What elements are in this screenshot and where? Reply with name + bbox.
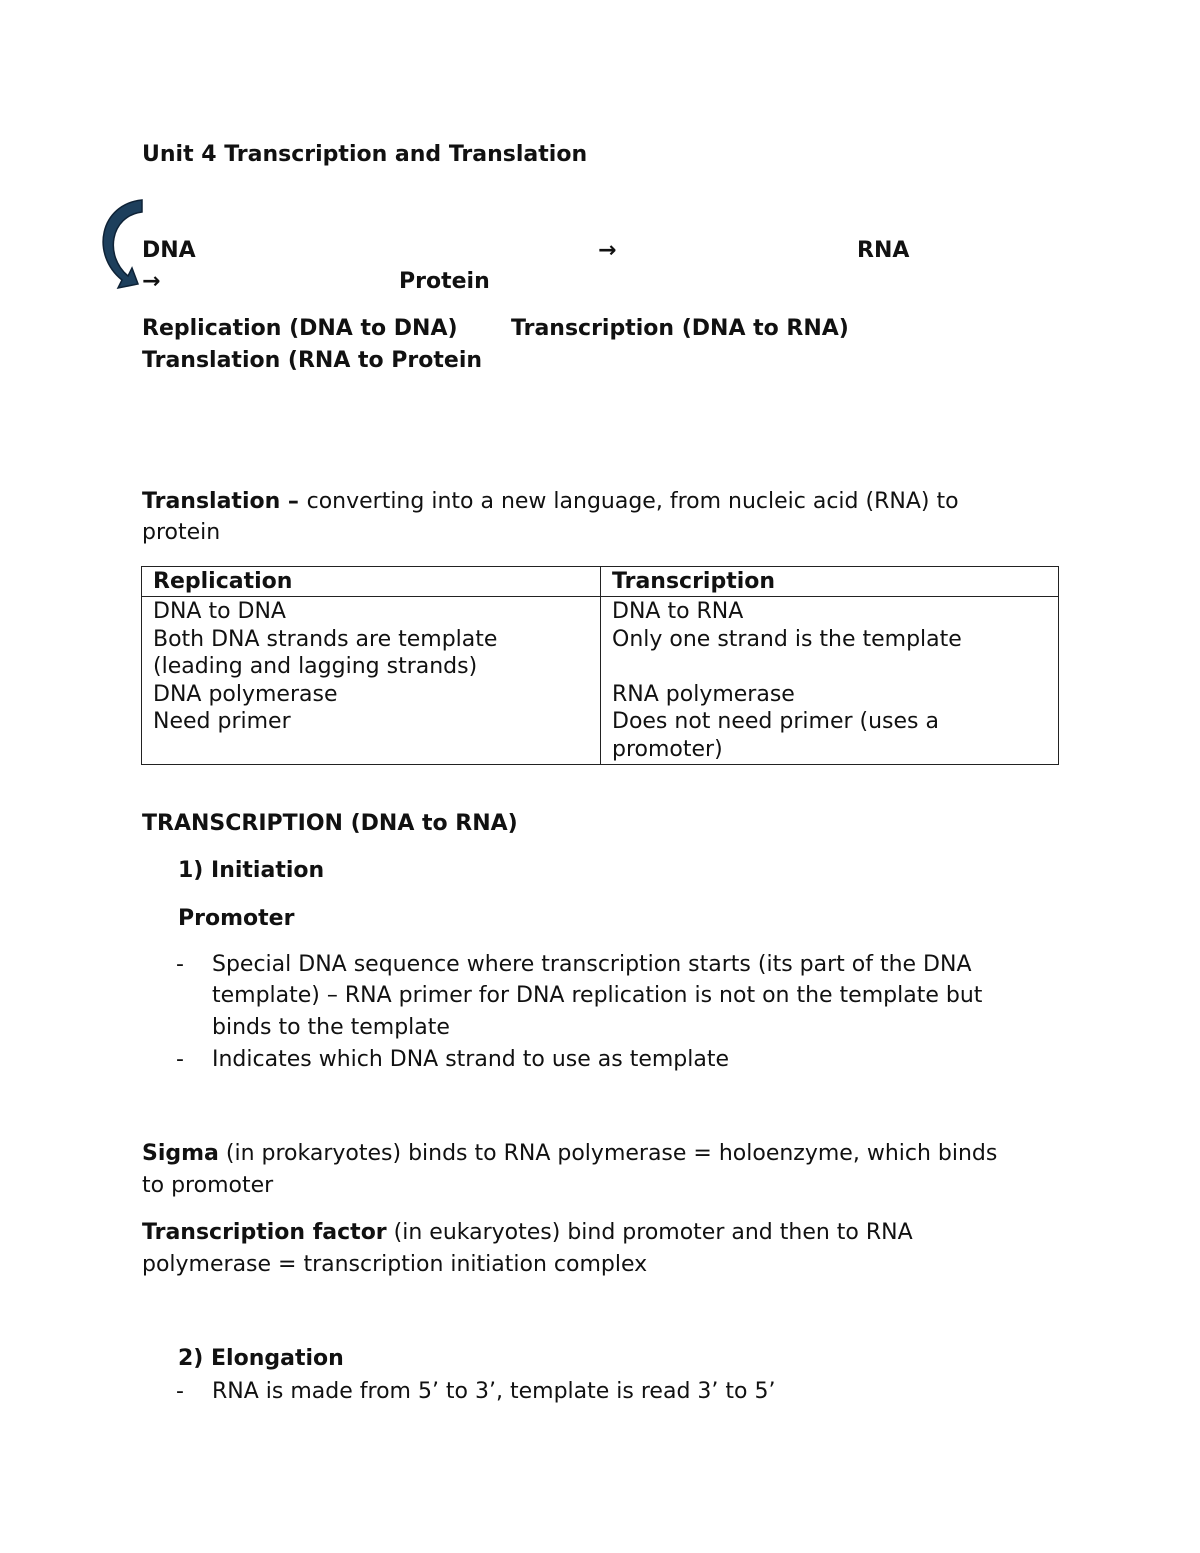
translation-term: Translation – (142, 489, 307, 514)
header-replication: Replication (142, 567, 601, 597)
replication-line: Need primer (153, 709, 291, 734)
translation-definition (142, 491, 959, 513)
elongation-bullet1: RNA is made from 5’ to 3’, template is read 3’ to 5’ (212, 1379, 776, 1404)
sigma-text-line2: to promoter (142, 1173, 274, 1198)
process-replication: Replication (DNA to DNA) (142, 316, 458, 341)
tfactor-text-line2: polymerase = transcription initiation complex (142, 1252, 648, 1277)
transcription-line (612, 653, 1047, 681)
transcription-line: RNA polymerase (612, 681, 795, 707)
flow-arrow-2: → (142, 269, 161, 294)
transcription-heading: TRANSCRIPTION (DNA to RNA) (142, 811, 518, 836)
promoter-bullet1-line3: binds to the template (212, 1015, 450, 1040)
promoter-heading: Promoter (178, 906, 295, 931)
promoter-bullet1-line2: template) – RNA primer for DNA replication is not on the template but (212, 983, 983, 1008)
promoter-bullet2: Indicates which DNA strand to use as template (212, 1047, 729, 1072)
document-title: Unit 4 Transcription and Translation (142, 142, 588, 167)
transcription-line: DNA to RNA (612, 599, 744, 624)
replication-cell (142, 597, 601, 765)
flow-rna: RNA (857, 238, 910, 263)
sigma-paragraph (142, 1143, 997, 1165)
promoter-bullet1-line1: Special DNA sequence where transcription starts (its part of the DNA (212, 952, 972, 977)
comparison-table (141, 566, 1059, 765)
tfactor-text-line1: (in eukaryotes) bind promoter and then to RNA (386, 1220, 913, 1245)
sigma-term: Sigma (142, 1141, 219, 1166)
replication-line: (leading and lagging strands) (153, 654, 478, 679)
process-translation: Translation (RNA to Protein (142, 348, 483, 373)
bullet-marker: - (176, 1047, 184, 1072)
translation-text-line1: converting into a new language, from nucleic acid (RNA) to (306, 489, 959, 514)
bullet-marker: - (176, 952, 184, 977)
transcription-cell (601, 597, 1059, 765)
transcription-line: Does not need primer (uses a (612, 709, 939, 734)
initiation-heading: 1) Initiation (178, 858, 325, 883)
transcription-line: promoter) (612, 736, 723, 762)
flow-arrow-1: → (598, 238, 617, 263)
sigma-text-line1: (in prokaryotes) binds to RNA polymerase = holoenzyme, which binds (218, 1141, 998, 1166)
bullet-marker: - (176, 1379, 184, 1404)
replication-line: Both DNA strands are template (153, 626, 498, 652)
header-transcription: Transcription (601, 567, 1059, 597)
flow-dna: DNA (142, 238, 196, 263)
tfactor-term: Transcription factor (142, 1220, 387, 1245)
translation-text-line2: protein (142, 520, 221, 545)
replication-line: DNA to DNA (153, 599, 286, 624)
replication-line: DNA polymerase (153, 681, 338, 707)
flow-protein: Protein (399, 269, 490, 294)
table-header-row (142, 567, 1059, 597)
transcription-line: Only one strand is the template (612, 626, 962, 652)
elongation-heading: 2) Elongation (178, 1346, 344, 1371)
tfactor-paragraph (142, 1222, 913, 1244)
process-transcription: Transcription (DNA to RNA) (511, 316, 849, 341)
table-row (142, 597, 1059, 765)
